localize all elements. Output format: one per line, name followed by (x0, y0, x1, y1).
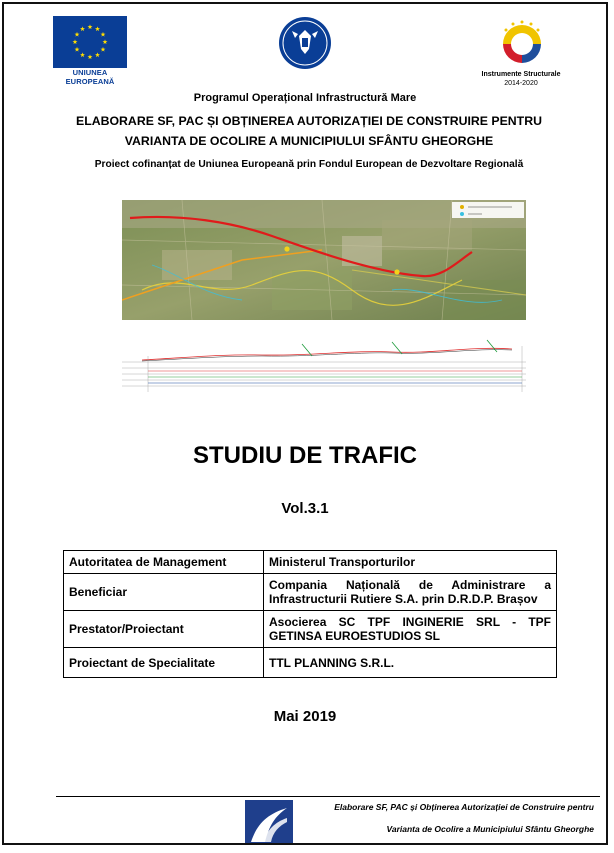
is-logo-years: 2014-2020 (504, 80, 538, 87)
cnair-road-logo (245, 800, 293, 845)
footer-project-line2: Varianta de Ocolire a Municipiului Sfântu Gheorghe (386, 824, 594, 834)
table-value: Asocierea SC TPF INGINERIE SRL - TPF GETINSA EUROESTUDIOS SL (264, 611, 557, 648)
footer-divider (56, 796, 600, 797)
table-value: TTL PLANNING S.R.L. (264, 648, 557, 678)
table-key: Beneficiar (64, 574, 264, 611)
government-seal-logo (278, 16, 332, 70)
project-title-line1: ELABORARE SF, PAC ȘI OBȚINEREA AUTORIZAȚIEI DE CONSTRUIRE PENTRU (76, 114, 542, 128)
document-date: Mai 2019 (273, 708, 337, 725)
document-title: STUDIU DE TRAFIC (193, 442, 417, 469)
program-name: Programul Operațional Infrastructură Mare (193, 92, 417, 104)
table-row (64, 648, 557, 678)
eu-logo-label: UNIUNEA EUROPEANĂ (65, 68, 115, 86)
table-row (64, 551, 557, 574)
longitudinal-profile-drawing (122, 336, 526, 396)
is-logo-label (474, 70, 568, 88)
table-row (64, 574, 557, 611)
instrumente-structurale-logo (493, 14, 551, 72)
table-value: Compania Națională de Administrare a Infrastructurii Rutiere S.A. prin D.R.D.P. Brașov (264, 574, 557, 611)
document-volume: Vol.3.1 (281, 500, 329, 517)
table-value: Ministerul Transporturilor (264, 551, 557, 574)
project-info-table (63, 550, 557, 678)
table-row (64, 611, 557, 648)
document-cover-page (2, 2, 608, 845)
table-key: Proiectant de Specialitate (64, 648, 264, 678)
project-title-line2: VARIANTA DE OCOLIRE A MUNICIPIULUI SFÂNTU GHEORGHE (124, 134, 494, 148)
table-key: Prestator/Proiectant (64, 611, 264, 648)
eu-flag-logo (53, 16, 127, 68)
is-logo-name: Instrumente Structurale (481, 71, 561, 78)
table-key: Autoritatea de Management (64, 551, 264, 574)
aerial-route-map-image (122, 200, 526, 320)
cofinance-note: Proiect cofinanțat de Uniunea Europeană prin Fondul European de Dezvoltare Regională (94, 159, 524, 170)
footer-project-line1: Elaborare SF, PAC și Obținerea Autorizației de Construire pentru (334, 802, 594, 812)
